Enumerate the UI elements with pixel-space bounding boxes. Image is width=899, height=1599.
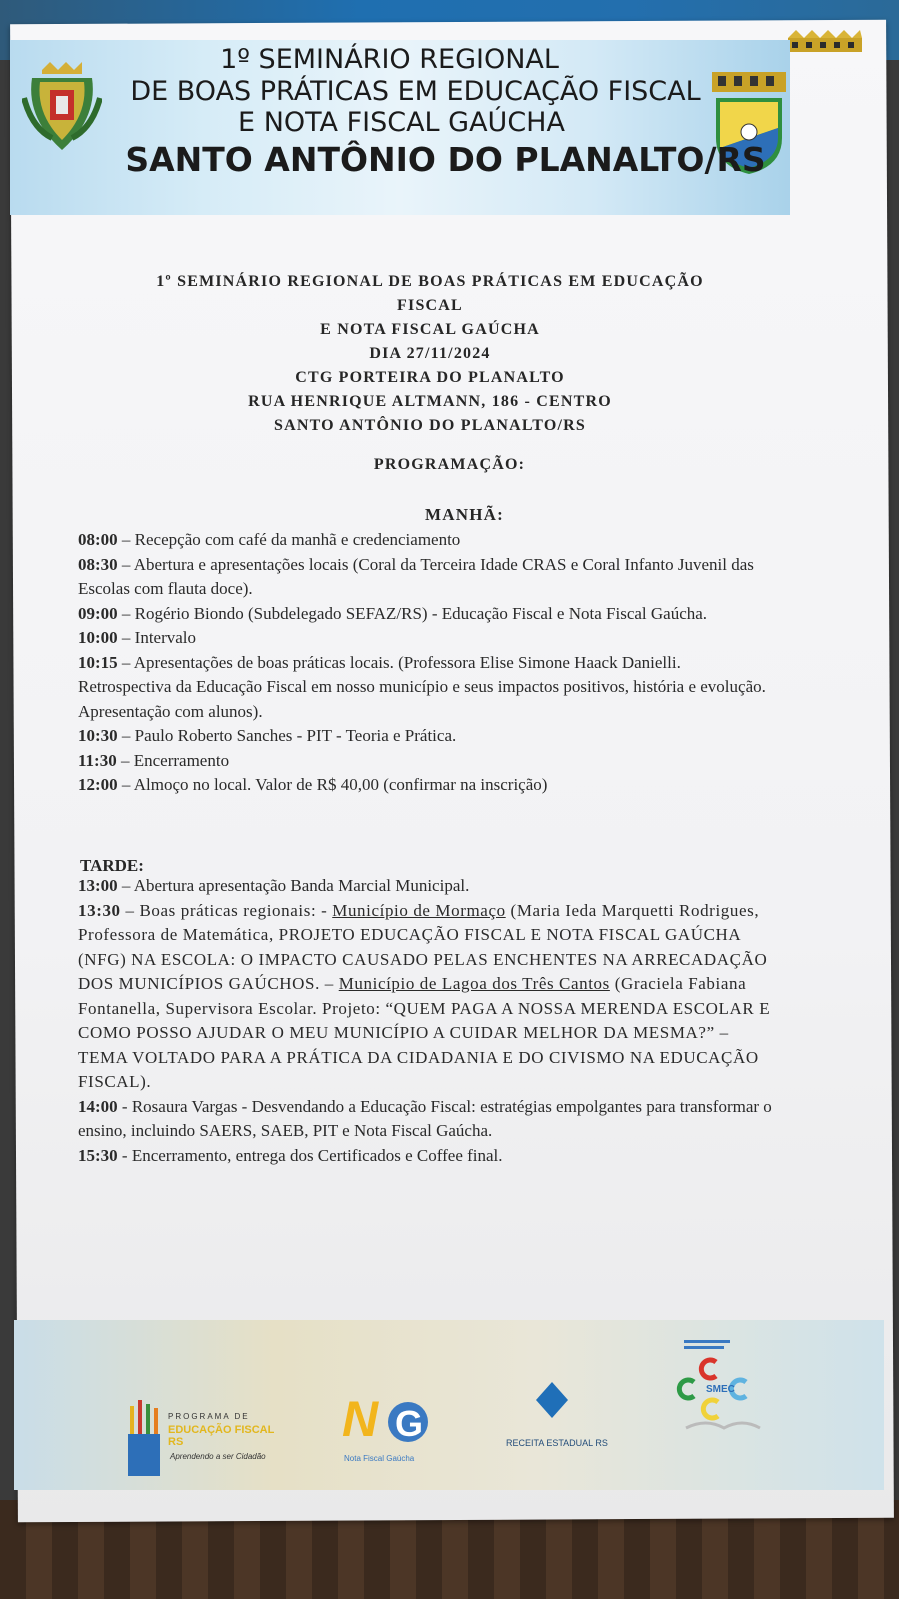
schedule-time: 13:30: [78, 900, 121, 920]
schedule-text: – Paulo Roberto Sanches - PIT - Teoria e Prática.: [117, 726, 457, 745]
receita-diamond-icon: [500, 1378, 620, 1428]
educacao-fiscal-logo: [126, 1398, 286, 1478]
schedule-time: 10:00: [78, 628, 118, 647]
event-address: RUA HENRIQUE ALTMANN, 186 - CENTRO: [248, 393, 612, 410]
schedule-item: [78, 626, 778, 651]
schedule-text: – Apresentações de boas práticas locais. (Professora Elise Simone Haack Danielli. Retrospectiva da Educação Fiscal em nosso município e seus impactos positivos, história e evolução. Apresentação com alunos).: [78, 652, 766, 721]
schedule-text: – Rogério Biondo (Subdelegado SEFAZ/RS) - Educação Fiscal e Nota Fiscal Gaúcha.: [117, 603, 708, 623]
edu-tag-text: Aprendendo a ser Cidadão: [170, 1452, 266, 1461]
schedule-text: (Graciela Fabiana Fontanella, Supervisora Escolar. Projeto: “QUEM PAGA A NOSSA MERENDA ESCOLAR E COMO POSSO AJUDAR O MEU MUNICÍPIO A CUIDAR MELHOR DA MESMA?” – TEMA VOLTADO PARA A PRÁTICA DA CIDADANIA E DO CIVISMO NA EDUCAÇÃO FISCAL).: [78, 974, 771, 1091]
schedule-time: 10:30: [78, 726, 118, 745]
nfg-logo: [340, 1388, 435, 1468]
nfg-mark-icon: [340, 1388, 435, 1448]
schedule-time: 08:30: [78, 554, 118, 574]
event-header: [90, 270, 770, 438]
banner-line-2: DE BOAS PRÁTICAS EM EDUCAÇÃO FISCAL: [130, 76, 701, 107]
afternoon-title: TARDE:: [80, 856, 144, 875]
schedule-text: – Abertura apresentação Banda Marcial Municipal.: [117, 876, 470, 895]
schedule-item: [78, 749, 778, 774]
banner-line-1: 1º SEMINÁRIO REGIONAL: [220, 44, 559, 75]
schedule-time: 12:00: [78, 775, 118, 794]
smec-logo: [670, 1336, 780, 1446]
schedule-time: 11:30: [78, 750, 117, 770]
banner-line-3: E NOTA FISCAL GAÚCHA: [238, 107, 565, 138]
schedule-time: 14:00: [78, 1096, 118, 1116]
schedule-item: [78, 528, 778, 553]
municipality-lagoa-tres-cantos: Município de Lagoa dos Três Cantos: [338, 974, 610, 993]
event-venue: CTG PORTEIRA DO PLANALTO: [295, 369, 565, 386]
pencil-cup-icon: [126, 1398, 162, 1478]
schedule-item: [78, 874, 778, 899]
event-city: SANTO ANTÔNIO DO PLANALTO/RS: [273, 417, 587, 434]
schedule-item: [78, 773, 778, 798]
schedule-item: [78, 651, 778, 725]
svg-text:N: N: [342, 1391, 379, 1447]
event-date: DIA 27/11/2024: [369, 345, 491, 362]
program-title: PROGRAMAÇÃO:: [373, 456, 526, 473]
schedule-time: 15:30: [78, 1145, 118, 1165]
smec-text: SMEC: [706, 1384, 735, 1395]
event-title-line-2: FISCAL: [397, 297, 463, 314]
morning-title: MANHÃ:: [425, 505, 504, 524]
schedule-text: – Boas práticas regionais: -: [120, 900, 333, 920]
edu-small-text: PROGRAMA DE: [168, 1412, 250, 1421]
schedule-text: - Encerramento, entrega dos Certificados e Coffee final.: [117, 1145, 503, 1165]
schedule-text: – Recepção com café da manhã e credenciamento: [117, 530, 461, 549]
receita-estadual-logo: [500, 1378, 620, 1458]
schedule-text: – Encerramento: [116, 750, 230, 770]
schedule-text: (Maria Ieda Marquetti Rodrigues, Professora de Matemática, PROJETO EDUCAÇÃO FISCAL E NOTA FISCAL GAÚCHA (NFG) NA ESCOLA: O IMPACTO CAUSADO PELAS ENCHENTES NA ARRECADAÇÃO DOS MUNICÍPIOS GAÚCHOS. –: [78, 900, 768, 993]
event-title-line-3: E NOTA FISCAL GAÚCHA: [320, 321, 540, 338]
svg-text:G: G: [395, 1403, 424, 1444]
receita-text: RECEITA ESTADUAL RS: [506, 1438, 608, 1448]
schedule-time: 13:00: [78, 876, 118, 895]
schedule-time: 09:00: [78, 603, 118, 623]
banner-city-title: SANTO ANTÔNIO DO PLANALTO/RS: [125, 140, 766, 179]
schedule-text: - Rosaura Vargas - Desvendando a Educação Fiscal: estratégias empolgantes para transformar o ensino, incluindo SAERS, SAEB, PIT e Nota Fiscal Gaúcha.: [78, 1096, 772, 1140]
schedule-text: – Intervalo: [117, 628, 197, 647]
afternoon-schedule: [78, 874, 778, 1168]
schedule-item: [78, 602, 778, 627]
municipality-mormaco: Município de Mormaço: [332, 900, 506, 920]
schedule-item: [78, 1095, 778, 1144]
morning-schedule: [78, 528, 778, 798]
schedule-item: [78, 724, 778, 749]
nfg-sub-text: Nota Fiscal Gaúcha: [344, 1454, 415, 1463]
schedule-time: 08:00: [78, 530, 118, 549]
schedule-item: [78, 553, 778, 602]
edu-main-text: EDUCAÇÃO FISCAL RS: [168, 1424, 275, 1448]
schedule-text: – Almoço no local. Valor de R$ 40,00 (confirmar na inscrição): [117, 775, 548, 794]
schedule-time: 10:15: [78, 652, 118, 672]
schedule-item: [78, 1144, 778, 1169]
schedule-text: – Abertura e apresentações locais (Coral da Terceira Idade CRAS e Coral Infanto Juvenil das Escolas com flauta doce).: [78, 554, 754, 598]
event-title-line-1: 1º SEMINÁRIO REGIONAL DE BOAS PRÁTICAS EM EDUCAÇÃO: [156, 273, 704, 290]
schedule-item: [78, 899, 778, 1095]
